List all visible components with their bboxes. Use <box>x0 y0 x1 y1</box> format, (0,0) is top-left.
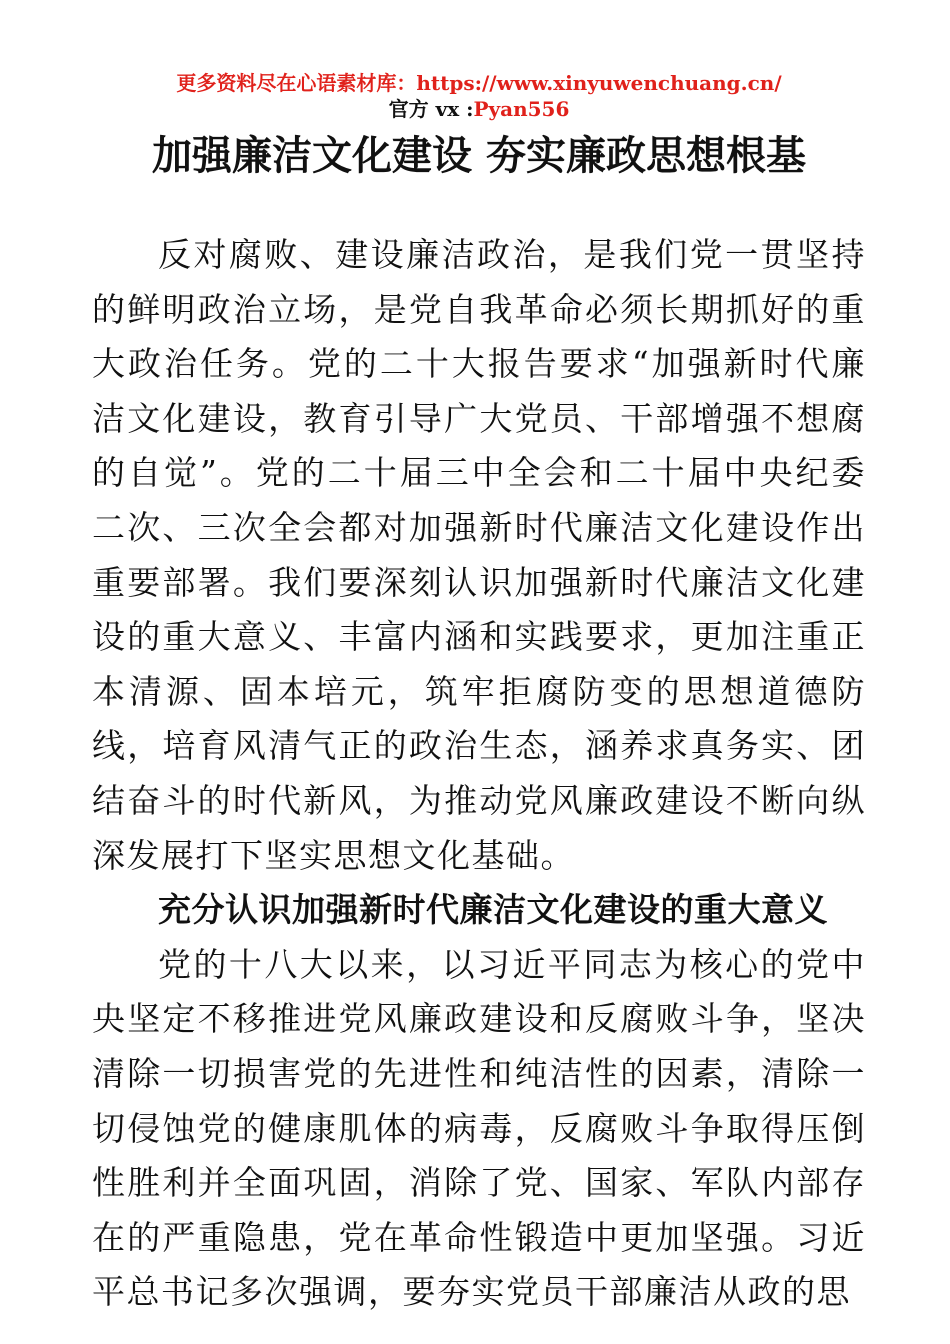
watermark-header <box>92 70 866 122</box>
watermark-contact <box>92 96 866 122</box>
body-paragraph-1: 反对腐败、建设廉洁政治，是我们党一贯坚持的鲜明政治立场，是党自我革命必须长期抓好的重大政治任务。党的二十大报告要求“加强新时代廉洁文化建设，教育引导广大党员、干部增强不想腐的自觉”。党的二十届三中全会和二十届中央纪委二次、三次全会都对加强新时代廉洁文化建设作出重要部署。我们要深刻认识加强新时代廉洁文化建设的重大意义、丰富内涵和实践要求，更加注重正本清源、固本培元，筑牢拒腐防变的思想道德防线，培育风清气正的政治生态，涵养求真务实、团结奋斗的时代新风，为推动党风廉政建设不断向纵深发展打下坚实思想文化基础。 <box>92 235 866 875</box>
document-title: 加强廉洁文化建设 夯实廉政思想根基 <box>152 132 806 179</box>
watermark-link-text: 更多资料尽在心语素材库：https://www.xinyuwenchuang.cn/ <box>176 71 782 95</box>
watermark-contact-label: 官方 vx : <box>388 97 474 121</box>
watermark-contact-id: Pyan556 <box>473 97 570 121</box>
body-paragraph-2: 党的十八大以来，以习近平同志为核心的党中央坚定不移推进党风廉政建设和反腐败斗争，坚决清除一切损害党的先进性和纯洁性的因素，清除一切侵蚀党的健康肌体的病毒，反腐败斗争取得压倒性胜利并全面巩固，消除了党、国家、军队内部存在的严重隐患，党在革命性锻造中更加坚强。习近平总书记多次强调，要夯实党员干部廉洁从政的思 <box>92 944 866 1312</box>
section-heading: 充分认识加强新时代廉洁文化建设的重大意义 <box>158 890 828 930</box>
